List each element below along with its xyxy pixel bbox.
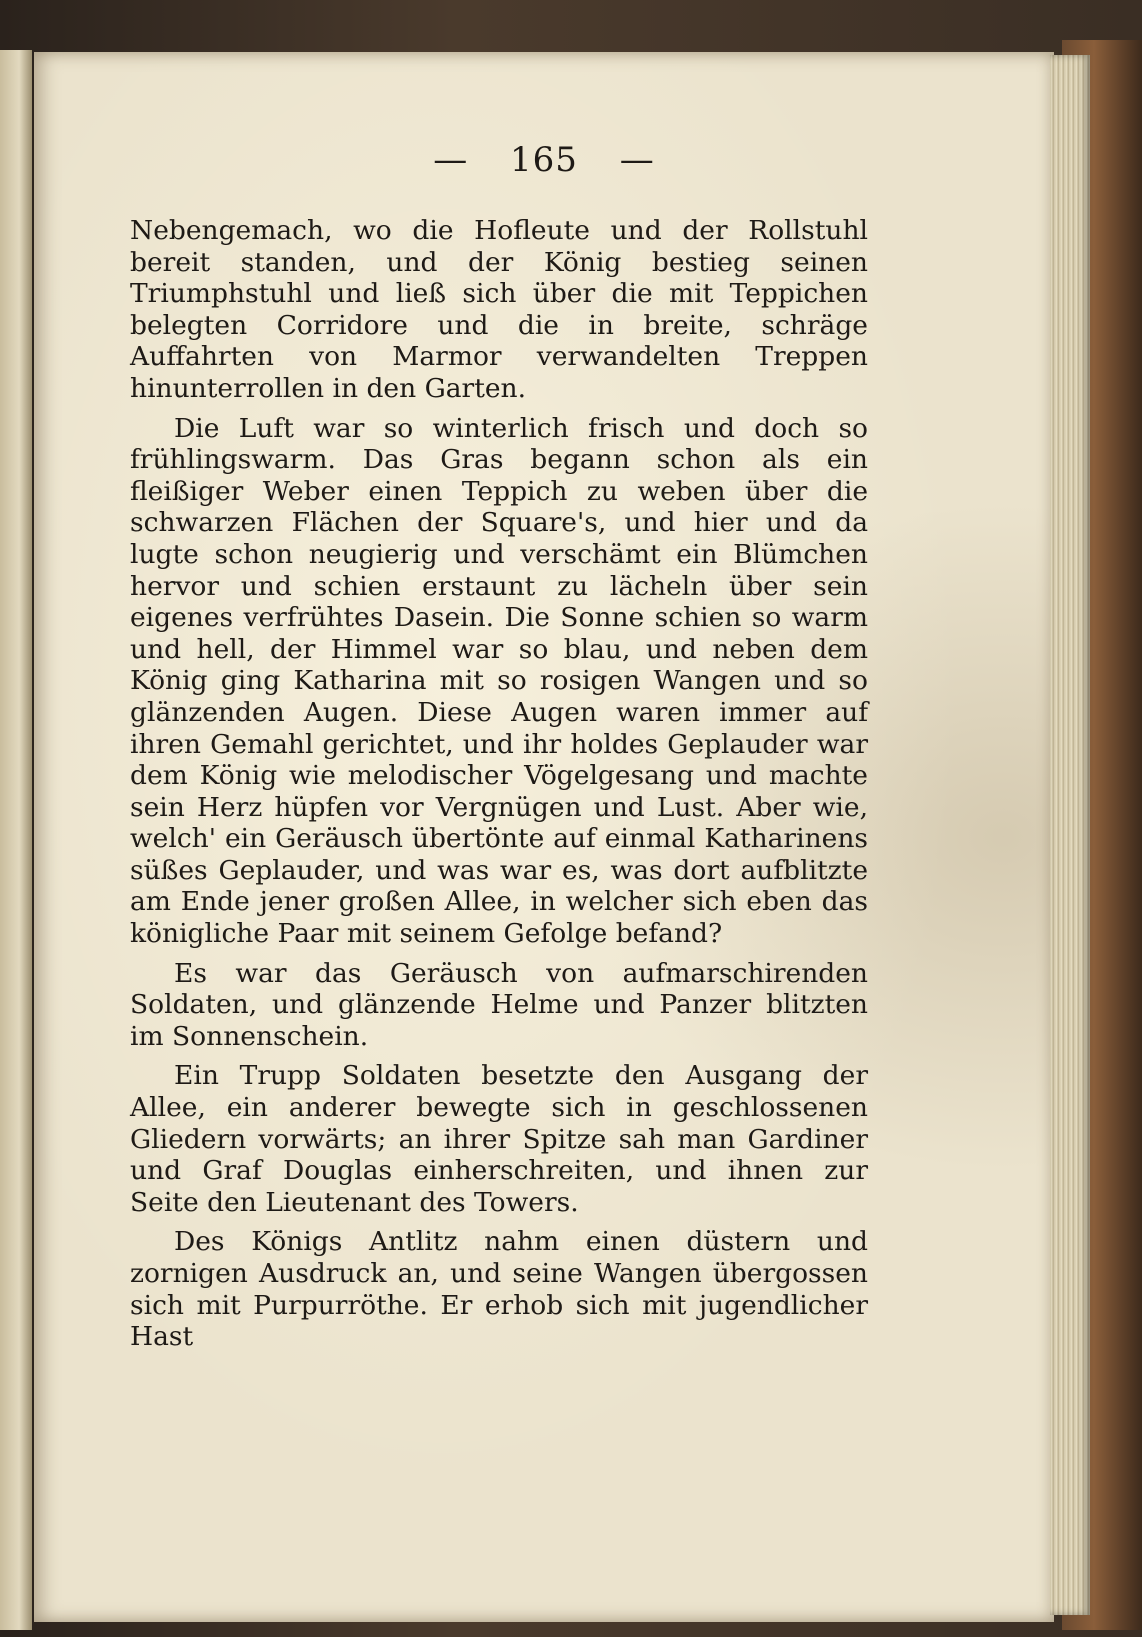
page-header — [34, 140, 1054, 180]
page-number: 165 — [510, 140, 578, 180]
paragraph-3: Es war das Geräusch von aufmarschirenden Soldaten, und glänzende Helme und Panzer blitzten im Sonnenschein. — [130, 957, 868, 1052]
page-stack-edges — [1050, 55, 1090, 1615]
header-dash-left: — — [433, 140, 469, 180]
header-dash-right: — — [619, 140, 655, 180]
paragraph-1: Nebengemach, wo die Hofleute und der Rollstuhl bereit standen, und der König bestieg seinen Triumphstuhl und ließ sich über die mit Teppichen belegten Corridore und die in breite, schräge Auffahrten von Marmor verwandelten Treppen hinunterrollen in den Garten. — [130, 215, 868, 404]
paragraph-5: Des Königs Antlitz nahm einen düstern und zornigen Ausdruck an, und seine Wangen übergossen sich mit Purpurröthe. Er erhob sich mit jugendlicher Hast — [130, 1226, 868, 1353]
paragraph-2: Die Luft war so winterlich frisch und doch so frühlingswarm. Das Gras begann schon als ein fleißiger Weber einen Teppich zu weben über die schwarzen Flächen der Square's, und hier und da lugte schon neugierig und verschämt ein Blümchen hervor und schien erstaunt zu lächeln über sein eigenes verfrühtes Dasein. Die Sonne schien so warm und hell, der Himmel war so blau, und neben dem König ging Katharina mit so rosigen Wangen und so glänzenden Augen. Diese Augen waren immer auf ihren Gemahl gerichtet, und ihr holdes Geplauder war dem König wie melodischer Vögelgesang und machte sein Herz hüpfen vor Vergnügen und Lust. Aber wie, welch' ein Geräusch übertönte auf einmal Katharinens süßes Geplauder, und was war es, was dort aufblitzte am Ende jener großen Allee, in welcher sich eben das königliche Paar mit seinem Gefolge befand? — [130, 412, 868, 950]
paragraph-4: Ein Trupp Soldaten besetzte den Ausgang der Allee, ein anderer bewegte sich in geschlossenen Gliedern vorwärts; an ihrer Spitze sah man Gardiner und Graf Douglas einherschreiten, und ihnen zur Seite den Lieutenant des Towers. — [130, 1060, 868, 1218]
left-page-edge — [0, 50, 32, 1630]
body-text — [130, 215, 868, 1361]
